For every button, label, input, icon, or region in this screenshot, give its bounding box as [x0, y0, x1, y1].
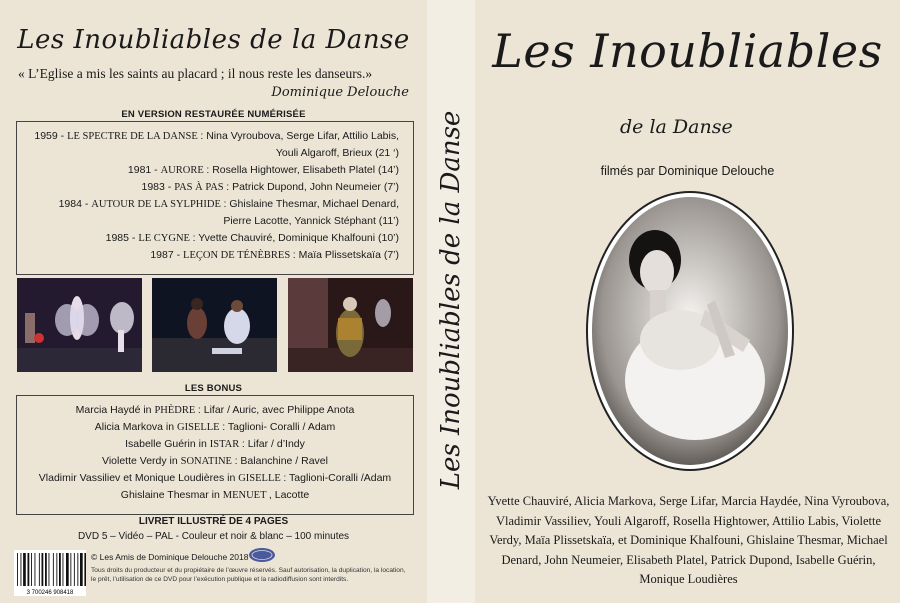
film-title: AURORE: [160, 165, 207, 176]
rights-notice: Tous droits du producteur et du propiétaire de l’œuvre réservés. Sauf autorisation, la duplication, la location, le prêt, l’utilisation de ce DVD pour l’exécution publique et la radiodiffusion sont interdits.: [91, 567, 406, 583]
film-line: [17, 162, 413, 179]
film-year: 1984 -: [58, 198, 92, 210]
front-title: Les Inoubliables: [492, 24, 883, 78]
film-line: [17, 247, 413, 264]
bonus-credits: : Taglioni-Coralli /Adam: [283, 472, 392, 484]
bonus-line: [17, 436, 413, 453]
film-line: [17, 196, 413, 213]
bonus-credits: : Lifar / d’Indy: [241, 438, 305, 450]
bonus-line: [17, 487, 413, 504]
photo-sylphide: [17, 278, 142, 372]
barcode-bar: [77, 553, 78, 586]
front-subtitle: de la Danse: [620, 116, 733, 138]
barcode-bar: [35, 553, 36, 586]
quote-author: Dominique Delouche: [271, 85, 409, 100]
barcode-bar: [56, 553, 57, 586]
bonus-credits: : Taglioni- Coralli / Adam: [222, 421, 336, 433]
barcode-graphic: [14, 550, 86, 596]
film-line: [17, 230, 413, 247]
film-title: PAS À PAS: [174, 182, 227, 193]
film-title: LEÇON DE TÉNÈBRES: [183, 250, 293, 261]
barcode-bar: [59, 553, 61, 586]
barcode-number: 3 700246 908418: [26, 590, 74, 596]
bonus-title: SONATINE: [180, 456, 235, 467]
film-credits: : Ghislaine Thesmar, Michael Denard,: [223, 198, 399, 210]
film-credits: : Patrick Dupond, John Neumeier (7’): [226, 181, 399, 193]
film-line: [17, 213, 413, 230]
film-year: 1983 -: [141, 181, 175, 193]
bonus-list: [17, 402, 413, 504]
bonus-line: [17, 402, 413, 419]
barcode-bar: [21, 553, 22, 586]
bonus-title: PHÈDRE: [154, 405, 198, 416]
bonus-performer: Marcia Haydé in: [75, 404, 155, 416]
film-year: 1959 -: [34, 130, 68, 142]
photo-lecon-de-tenebres: [288, 278, 413, 372]
barcode-bar: [74, 553, 75, 586]
cast-list: Yvette Chauviré, Alicia Markova, Serge Lifar, Marcia Haydée, Nina Vyroubova, Vladimir Vassiliev, Youli Algaroff, Rosella Hightower, Attilio Labis, Violette Verdy, Maïa Plissetskaïa, et Dominique Khalfouni, Ghislaine Thesmar, Michael Denard, John Neumeier, Elisabeth Platel, Patrick Dupond, Isabelle Guérin, Monique Loudières: [487, 494, 890, 586]
copyright: © Les Amis de Dominique Delouche 2018: [91, 552, 249, 562]
film-line: [17, 179, 413, 196]
film-credits: : Maïa Plissetskaïa (7’): [292, 249, 399, 261]
barcode-bar: [70, 553, 71, 586]
bonus-performer: Ghislaine Thesmar in: [120, 489, 223, 501]
bonus-title: ISTAR: [209, 439, 242, 450]
barcode-bar: [63, 553, 64, 586]
bonus-credits: , Lacotte: [268, 489, 310, 501]
barcode-bar: [42, 553, 44, 586]
film-year: 1985 -: [105, 232, 139, 244]
bonus-performer: Alicia Markova in: [94, 421, 178, 433]
barcode-bar: [39, 553, 40, 586]
quote: « L’Eglise a mis les saints au placard ; il nous reste les danseurs.»: [18, 66, 373, 81]
barcode-bar: [49, 553, 50, 586]
bonus-title: GISELLE: [238, 473, 284, 484]
bonus-box: [16, 395, 414, 515]
portrait-oval: [585, 190, 795, 472]
bonus-performer: Vladimir Vassiliev et Monique Loudières in: [38, 472, 239, 484]
barcode-bar: [28, 553, 30, 586]
back-title: Les Inoubliables de la Danse: [17, 25, 410, 55]
bonus-line: [17, 470, 413, 487]
film-line: [17, 128, 413, 145]
film-credits: : Nina Vyroubova, Serge Lifar, Attilio Labis,: [200, 130, 399, 142]
film-list: [17, 128, 413, 264]
film-credits: Youli Algaroff, Brieux (21 ‘): [275, 147, 399, 159]
restored-label: EN VERSION RESTAURÉE NUMÉRISÉE: [121, 109, 306, 120]
films-box: [16, 121, 414, 275]
logo-icon: [248, 547, 276, 563]
bonus-performer: Violette Verdy in: [102, 455, 181, 467]
bonus-credits: : Balanchine / Ravel: [234, 455, 328, 467]
bonus-credits: : Lifar / Auric, avec Philippe Anota: [197, 404, 355, 416]
film-credits: : Rosella Hightower, Elisabeth Platel (14’): [206, 164, 399, 176]
bonus-line: [17, 453, 413, 470]
barcode-bar: [45, 553, 47, 586]
bonus-performer: Isabelle Guérin in: [125, 438, 210, 450]
bonus-line: [17, 419, 413, 436]
film-title: AUTOUR DE LA SYLPHIDE: [91, 199, 224, 210]
dvd-spec: DVD 5 – Vidéo – PAL - Couleur et noir & blanc – 100 minutes: [77, 531, 350, 542]
film-credits: : Yvette Chauviré, Dominique Khalfouni (10’): [192, 232, 399, 244]
barcode-bar: [66, 553, 69, 586]
film-year: 1981 -: [127, 164, 161, 176]
film-credits: Pierre Lacotte, Yannick Stéphant (11’): [223, 215, 399, 227]
bonus-title: MENUET: [222, 490, 269, 501]
film-title: LE SPECTRE DE LA DANSE: [67, 131, 201, 142]
barcode-bar: [31, 553, 32, 586]
back-cover: [0, 0, 427, 603]
film-line: [17, 145, 413, 162]
barcode-bar: [80, 553, 83, 586]
bonus-label: LES BONUS: [184, 383, 243, 394]
barcode-bar: [23, 553, 26, 586]
photo-pas-a-pas: [152, 278, 277, 372]
bonus-title: GISELLE: [177, 422, 223, 433]
filmed-by: filmés par Dominique Delouche: [600, 164, 775, 178]
film-year: 1987 -: [150, 249, 184, 261]
livret-label: LIVRET ILLUSTRÉ DE 4 PAGES: [138, 516, 289, 527]
barcode-bar: [84, 553, 86, 586]
barcode-bar: [53, 553, 54, 586]
film-title: LE CYGNE: [138, 233, 193, 244]
barcode: [14, 550, 86, 596]
barcode-bar: [17, 553, 18, 586]
spine-title: Les Inoubliables de la Danse: [436, 110, 466, 490]
